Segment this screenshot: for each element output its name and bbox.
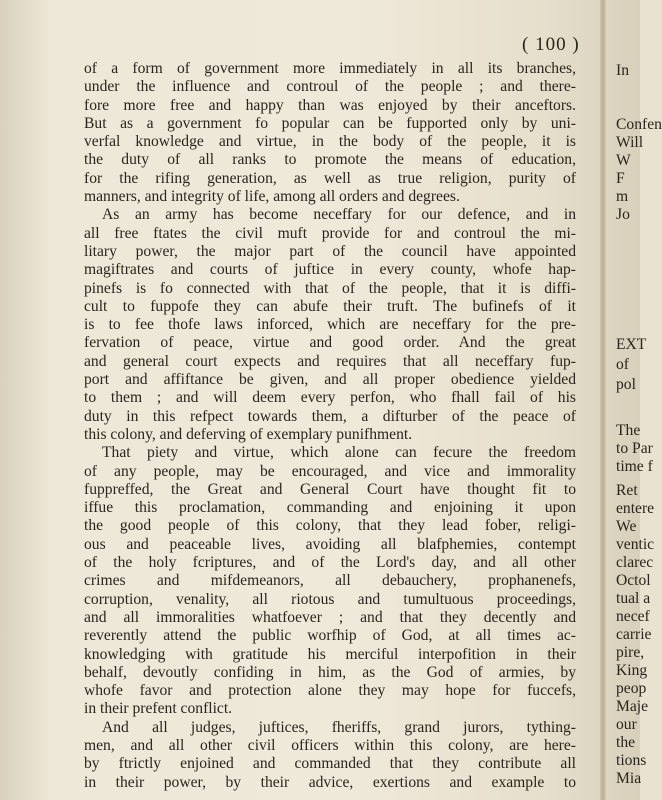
- adjacent-text-fragment: m: [616, 188, 629, 205]
- adjacent-text-fragment: pol: [616, 376, 636, 393]
- adjacent-text-fragment: Ret: [616, 482, 638, 499]
- text-line: in their power, by their advice, exertions and example to: [84, 773, 576, 791]
- adjacent-text-fragment: In: [616, 62, 629, 79]
- text-line: verfal knowledge and virtue, in the body of the people, it is: [84, 133, 576, 151]
- page-fold-gutter: [600, 0, 606, 800]
- adjacent-text-fragment: necef: [616, 608, 650, 625]
- text-line: As an army has become neceffary for our defence, and in: [102, 206, 576, 224]
- adjacent-text-fragment: Confen: [616, 116, 662, 133]
- adjacent-text-fragment: entere: [616, 500, 655, 517]
- text-line: port and affiftance be given, and all proper obedience yielded: [84, 371, 576, 389]
- text-line: this colony, and deferving of exemplary punifhment.: [84, 425, 413, 443]
- adjacent-text-fragment: Octol: [616, 572, 651, 589]
- text-line: litary power, the major part of the council have appointed: [84, 242, 576, 260]
- text-line: reverently attend the public worfhip of God, at all times ac-: [84, 627, 576, 645]
- adjacent-text-fragment: W: [616, 152, 631, 169]
- adjacent-text-fragment: our: [616, 716, 637, 733]
- text-line: of a form of government more immediately in all its branches,: [84, 60, 576, 77]
- text-line: cult to fuppofe they can abufe their truft. The bufinefs of it: [84, 297, 576, 315]
- text-line: fore more free and happy than was enjoyed by their anceftors.: [84, 96, 576, 114]
- text-line: fervation of peace, virtue and good order. And the great: [84, 334, 576, 352]
- text-line: for the rifing generation, as well as true religion, purity of: [84, 169, 576, 187]
- text-line: of the holy fcriptures, and of the Lord's day, and all other: [84, 554, 576, 572]
- adjacent-text-fragment: EXT: [616, 336, 647, 353]
- text-line: the good people of this colony, that they lead fober, religi-: [84, 517, 576, 535]
- adjacent-text-fragment: peop: [616, 680, 647, 697]
- adjacent-column-fragment: [608, 0, 662, 800]
- adjacent-text-fragment: the: [616, 734, 636, 751]
- adjacent-text-fragment: time f: [616, 458, 653, 475]
- text-line: And all judges, juftices, fheriffs, grand jurors, tything-: [102, 718, 576, 736]
- text-line: whofe favor and protection alone they may hope for fuccefs,: [84, 682, 576, 700]
- adjacent-text-fragment: pire,: [616, 644, 645, 661]
- page-number: ( 100 ): [522, 34, 580, 55]
- adjacent-text-fragment: ventic: [616, 536, 655, 553]
- text-line: the duty of all ranks to promote the means of education,: [84, 151, 576, 169]
- text-line: to them ; and will deem every perfon, who fhall fail of his: [84, 389, 576, 407]
- adjacent-text-fragment: King: [616, 662, 648, 679]
- text-line: magiftrates and courts of juftice in every county, whofe hap-: [84, 261, 576, 279]
- adjacent-text-fragment: F: [616, 170, 625, 187]
- adjacent-text-fragment: The: [616, 422, 641, 439]
- text-line: under the influence and controul of the people ; and there-: [84, 78, 576, 96]
- text-line: by ftrictly enjoined and commanded that they contribute all: [84, 755, 576, 773]
- main-text-column: [84, 60, 576, 792]
- text-line: That piety and virtue, which alone can fecure the freedom: [102, 444, 576, 462]
- text-line: pinefs is fo connected with that of the people, that it is diffi-: [84, 279, 576, 297]
- adjacent-text-fragment: Jo: [616, 206, 630, 223]
- adjacent-text-fragment: Mia: [616, 770, 642, 787]
- adjacent-text-fragment: clarec: [616, 554, 654, 571]
- text-line: duty in this refpect towards them, a difturber of the peace of: [84, 407, 576, 425]
- text-line: all free ftates the civil muft provide for and controul the mi-: [84, 224, 576, 242]
- adjacent-text-fragment: to Par: [616, 440, 653, 457]
- text-line: behalf, devoutly confiding in him, as the God of armies, by: [84, 663, 576, 681]
- text-line: men, and all other civil officers within this colony, are here-: [84, 736, 576, 754]
- text-line: corruption, venality, all riotous and tumultuous proceedings,: [84, 590, 576, 608]
- adjacent-text-fragment: We: [616, 518, 637, 535]
- text-line: knowledging with gratitude his merciful interpofition in their: [84, 645, 576, 663]
- adjacent-text-fragment: of: [616, 356, 629, 373]
- text-line: in their prefent conflict.: [84, 700, 233, 718]
- text-line: ous and peaceable lives, avoiding all blafphemies, contempt: [84, 535, 576, 553]
- adjacent-text-fragment: carrie: [616, 626, 652, 643]
- text-line: is to fee thofe laws inforced, which are neceffary for the pre-: [84, 316, 576, 334]
- text-line: crimes and mifdemeanors, all debauchery, prophanenefs,: [84, 572, 576, 590]
- text-line: and all immoralities whatfoever ; and that they decently and: [84, 608, 576, 626]
- text-line: fuppreffed, the Great and General Court have thought fit to: [84, 480, 576, 498]
- text-line: manners, and integrity of life, among all orders and degrees.: [84, 188, 460, 206]
- text-line: of any people, may be encouraged, and vice and immorality: [84, 462, 576, 480]
- adjacent-text-fragment: Will: [616, 134, 644, 151]
- adjacent-text-fragment: tual a: [616, 590, 651, 607]
- adjacent-text-fragment: Maje: [616, 698, 649, 715]
- text-line: iffue this proclamation, commanding and enjoining it upon: [84, 499, 576, 517]
- text-line: and general court expects and requires that all neceffary fup-: [84, 352, 576, 370]
- adjacent-text-fragment: tions: [616, 752, 647, 769]
- text-line: But as a government fo popular can be fupported only by uni-: [84, 114, 576, 132]
